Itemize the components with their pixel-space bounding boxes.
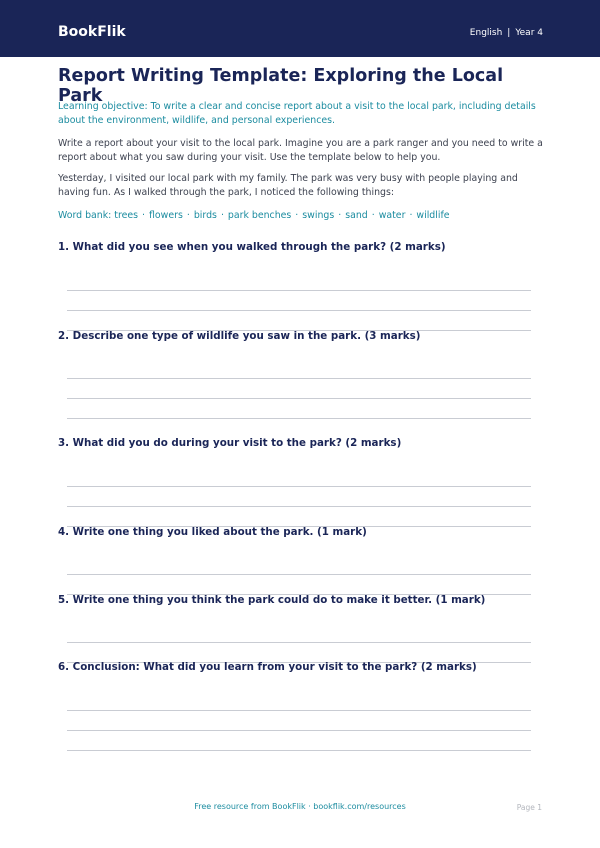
word-bank-label: Word bank:	[58, 210, 112, 221]
learning-objective: Learning objective: To write a clear and concise report about a visit to the local park, including details about the environment, wildlife, and personal experiences.	[58, 101, 536, 126]
question-2: 2. Describe one type of wildlife you saw in the park. (3 marks)	[58, 330, 421, 342]
word-bank-word: swings	[302, 210, 335, 221]
header-bar	[0, 0, 600, 57]
header-separator: |	[507, 28, 511, 38]
year-label: Year 4	[515, 28, 543, 38]
word-bank-word: birds	[193, 210, 217, 221]
answer-line[interactable]	[67, 710, 531, 711]
answer-line[interactable]	[67, 310, 531, 311]
word-bank-word: flowers	[149, 210, 183, 221]
word-bank-separator: ·	[186, 210, 190, 221]
footer-text: Free resource from BookFlik · bookflik.com/resources	[194, 802, 406, 811]
page-title: Report Writing Template: Exploring the Local Park	[58, 66, 504, 106]
answer-line[interactable]	[67, 730, 531, 731]
story-paragraph: Yesterday, I visited our local park with my family. The park was very busy with people playing and having fun. As I walked through the park, I noticed the following things:	[58, 173, 518, 198]
answer-line[interactable]	[67, 290, 531, 291]
answer-line[interactable]	[67, 378, 531, 379]
question-4: 4. Write one thing you liked about the park. (1 mark)	[58, 526, 367, 538]
word-bank-separator: ·	[371, 210, 375, 221]
word-bank-word: wildlife	[416, 210, 450, 221]
question-6: 6. Conclusion: What did you learn from your visit to the park? (2 marks)	[58, 661, 477, 673]
subject-label: English	[469, 28, 503, 38]
word-bank-separator: ·	[409, 210, 413, 221]
page-number: Page 1	[516, 803, 542, 812]
instructions: Write a report about your visit to the local park. Imagine you are a park ranger and you need to write a report about what you saw during your visit. Use the template below to help you.	[58, 138, 543, 163]
answer-line[interactable]	[67, 486, 531, 487]
answer-line[interactable]	[67, 398, 531, 399]
question-5: 5. Write one thing you think the park could do to make it better. (1 mark)	[58, 594, 486, 606]
brand-logo: BookFlik	[58, 24, 126, 40]
answer-line[interactable]	[67, 418, 531, 419]
word-bank-separator: ·	[142, 210, 146, 221]
answer-line[interactable]	[67, 574, 531, 575]
word-bank-word: trees	[114, 210, 139, 221]
question-1: 1. What did you see when you walked through the park? (2 marks)	[58, 241, 446, 253]
header-meta	[470, 28, 543, 38]
word-bank-separator: ·	[220, 210, 224, 221]
word-bank-words	[114, 210, 449, 221]
word-bank-word: sand	[345, 210, 368, 221]
answer-line[interactable]	[67, 750, 531, 751]
word-bank-separator: ·	[338, 210, 342, 221]
word-bank-word: park benches	[227, 210, 292, 221]
word-bank-word: water	[378, 210, 406, 221]
word-bank	[58, 209, 548, 223]
word-bank-separator: ·	[295, 210, 299, 221]
answer-line[interactable]	[67, 506, 531, 507]
answer-line[interactable]	[67, 642, 531, 643]
question-3: 3. What did you do during your visit to the park? (2 marks)	[58, 437, 402, 449]
